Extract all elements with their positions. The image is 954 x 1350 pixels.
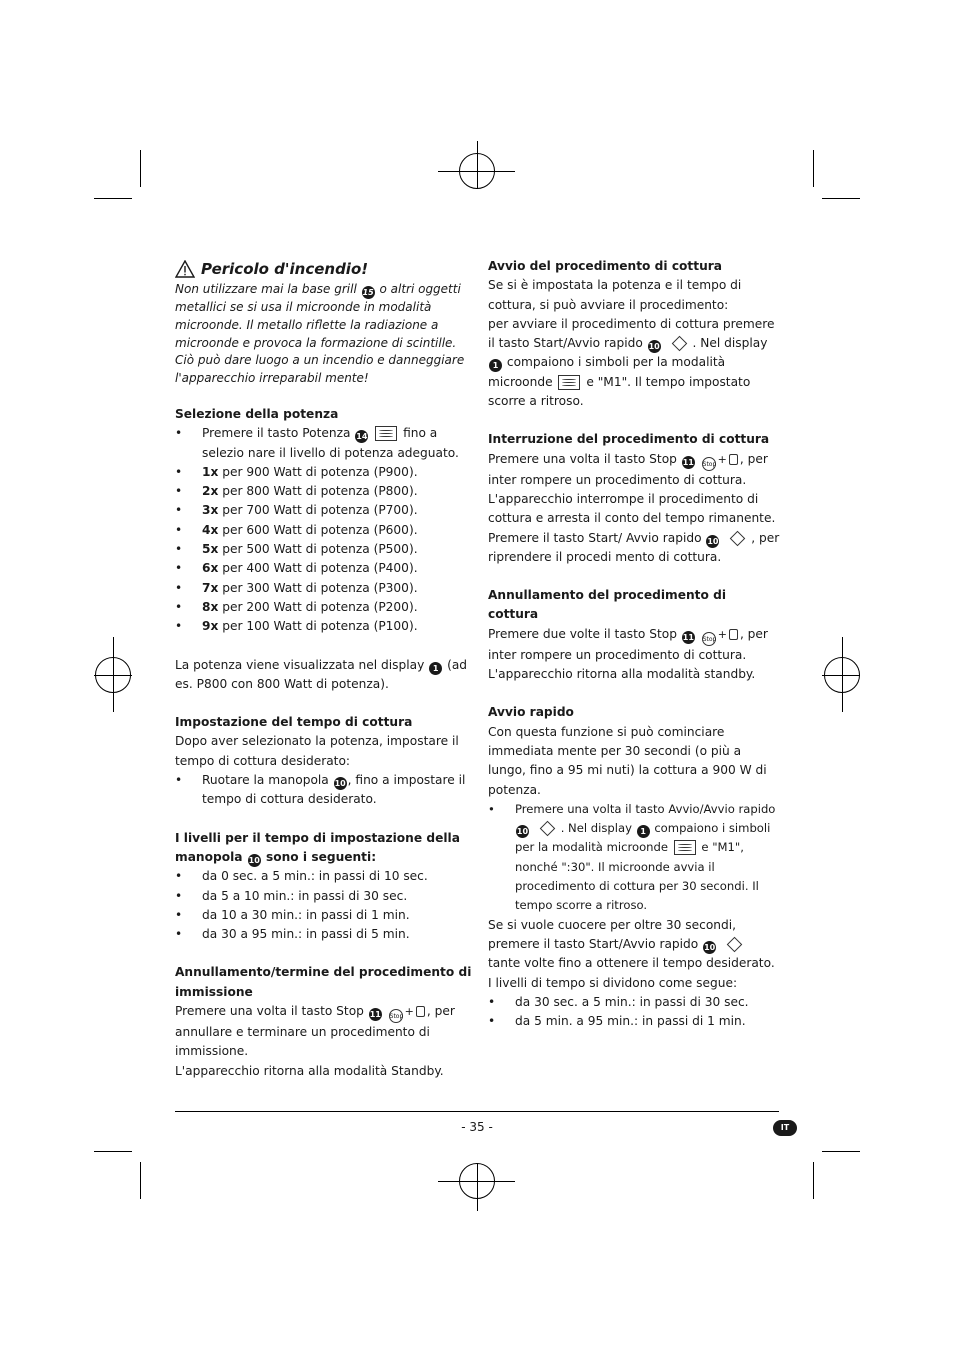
language-badge: IT bbox=[773, 1120, 797, 1136]
tempo-list bbox=[175, 771, 475, 810]
number-11-icon: 11 bbox=[682, 457, 694, 467]
list-item: • Premere una volta il tasto Avvio/Avvio rapido 10 . Nel display 1 compaiono i simboli per la modalità microonde e "M1", nonché ":30". Il microonde avvia il procedimento di cottura per 30 secondi. Il tempo scorre a ritroso. bbox=[488, 800, 780, 916]
power-display-note: La potenza viene visualizzata nel display 1 (ad es. P800 con 800 Watt di potenza). bbox=[175, 657, 468, 691]
section-heading-potenza: Selezione della potenza bbox=[175, 406, 339, 421]
registration-mark-line bbox=[477, 1163, 478, 1211]
stop-icon: Stop bbox=[702, 457, 716, 471]
annullamento-immissione-text: Premere una volta il tasto Stop 11 Stop+ , per annullare e terminare un procedimento di immissione. bbox=[175, 1004, 455, 1059]
list-item: • 2x per 800 Watt di potenza (P800). bbox=[175, 482, 475, 501]
avvio-text-2: per avviare il procedimento di cottura premere il tasto Start/Avvio rapido 10 . Nel display 1 compaiono i simboli per la modalità microonde e "M1". Il tempo impostato scorre a ritroso. bbox=[488, 316, 775, 409]
registration-mark-line bbox=[477, 141, 478, 189]
avvio-rapido-levels-intro: I livelli di tempo si dividono come segue: bbox=[488, 975, 738, 990]
microwave-power-icon bbox=[375, 426, 397, 441]
warning-title: Pericolo d'incendio! bbox=[201, 260, 369, 278]
lock-icon bbox=[729, 454, 738, 465]
right-column bbox=[488, 257, 780, 1031]
microwave-mode-icon bbox=[558, 375, 580, 390]
registration-mark-line bbox=[842, 637, 843, 712]
lock-icon bbox=[416, 1006, 425, 1017]
avvio-rapido-intro: Con questa funzione si può cominciare immediata mente per 30 secondi (o più a lungo, fino a 95 mi nuti) la cottura a 900 W di potenza. bbox=[488, 724, 767, 797]
start-icon bbox=[730, 530, 746, 546]
section-heading-annullamento-cottura: Annullamento del procedimento di cottura bbox=[488, 588, 727, 622]
page-number: - 35 - bbox=[461, 1120, 493, 1134]
left-column bbox=[175, 257, 475, 1081]
list-item: • Premere il tasto Potenza 14 fino a selezio nare il livello di potenza adeguato. bbox=[175, 424, 475, 463]
crop-mark bbox=[94, 1151, 132, 1152]
list-item: • da 30 sec. a 5 min.: in passi di 30 sec. bbox=[488, 993, 780, 1012]
warning-heading bbox=[175, 257, 475, 281]
list-item: • 6x per 400 Watt di potenza (P400). bbox=[175, 559, 475, 578]
number-14-icon: 14 bbox=[356, 432, 368, 442]
avvio-rapido-more: Se si vuole cuocere per oltre 30 secondi, premere il tasto Start/Avvio rapido 10 tante volte fino a ottenere il tempo desiderato. bbox=[488, 917, 775, 971]
start-icon bbox=[539, 821, 555, 837]
registration-mark-line bbox=[822, 675, 860, 676]
section-heading-livelli: I livelli per il tempo di impostazione della manopola 10 sono i seguenti: bbox=[175, 830, 460, 865]
avvio-rapido-levels bbox=[488, 993, 780, 1032]
number-15-icon: 15 bbox=[362, 288, 374, 297]
number-1-icon: 1 bbox=[429, 662, 442, 675]
list-item: • da 30 a 95 min.: in passi di 5 min. bbox=[175, 925, 475, 944]
warning-text: Non utilizzare mai la base grill 15 o altri oggetti metallici se si usa il microonde in modalità microonde. Il metallo riflette la radiazione a microonde e provoca la formazione di scintille. Ciò può dare luogo a un incendio e danneggiare l'apparecchio irreparabil mente! bbox=[175, 282, 465, 386]
list-item: • 7x per 300 Watt di potenza (P300). bbox=[175, 579, 475, 598]
footer-rule bbox=[175, 1111, 779, 1112]
section-heading-avvio: Avvio del procedimento di cottura bbox=[488, 259, 722, 273]
start-icon bbox=[727, 937, 743, 953]
list-item: • 1x per 900 Watt di potenza (P900). bbox=[175, 463, 475, 482]
list-item: • 5x per 500 Watt di potenza (P500). bbox=[175, 540, 475, 559]
list-item: • 9x per 100 Watt di potenza (P100). bbox=[175, 617, 475, 636]
registration-mark-line bbox=[113, 637, 114, 712]
section-heading-avvio-rapido: Avvio rapido bbox=[488, 705, 574, 720]
list-item: • 8x per 200 Watt di potenza (P200). bbox=[175, 598, 475, 617]
warning-triangle-icon bbox=[175, 260, 195, 278]
livelli-list bbox=[175, 867, 475, 944]
interruzione-text: Premere una volta il tasto Stop 11 Stop+ , per inter rompere un procedimento di cottura. L'apparecchio interrompe il procedimento di cottura e arresta il conto del tempo rimanente. Premere il tasto Start/ Avvio rapido 10 , per riprendere il procedi mento di cottura. bbox=[488, 451, 780, 564]
stop-icon: Stop bbox=[702, 632, 716, 646]
avvio-text-1: Se si è impostata la potenza e il tempo di cottura, si può avviare il procedimento: bbox=[488, 278, 742, 312]
tempo-intro: Dopo aver selezionato la potenza, impostare il tempo di cottura desiderato: bbox=[175, 734, 459, 768]
list-item: • 3x per 700 Watt di potenza (P700). bbox=[175, 501, 475, 520]
number-11-icon: 11 bbox=[369, 1010, 381, 1019]
crop-mark bbox=[822, 198, 860, 199]
crop-mark bbox=[140, 1162, 141, 1199]
crop-mark bbox=[822, 1151, 860, 1152]
number-10-icon: 10 bbox=[704, 942, 716, 952]
section-heading-annullamento-immissione: Annullamento/termine del procedimento di immissione bbox=[175, 965, 472, 999]
start-icon bbox=[671, 336, 687, 352]
power-list bbox=[175, 424, 475, 636]
stop-icon: Stop bbox=[389, 1009, 403, 1023]
number-10-icon: 10 bbox=[334, 779, 346, 789]
list-item: • Ruotare la manopola 10 , fino a impostare il tempo di cottura desiderato. bbox=[175, 771, 475, 810]
avvio-rapido-list bbox=[488, 800, 780, 916]
annullamento-cottura-text: Premere due volte il tasto Stop 11 Stop+ , per inter rompere un procedimento di cottura. L'apparecchio ritorna alla modalità standby. bbox=[488, 626, 768, 682]
list-item: • 4x per 600 Watt di potenza (P600). bbox=[175, 521, 475, 540]
number-10-icon: 10 bbox=[248, 855, 260, 865]
number-10-icon: 10 bbox=[648, 342, 660, 352]
number-10-icon: 10 bbox=[707, 536, 719, 546]
number-1-icon: 1 bbox=[637, 825, 650, 838]
number-10-icon: 10 bbox=[516, 827, 529, 837]
section-heading-interruzione: Interruzione del procedimento di cottura bbox=[488, 432, 770, 447]
list-item: • da 10 a 30 min.: in passi di 1 min. bbox=[175, 906, 475, 925]
crop-mark bbox=[140, 150, 141, 187]
list-item: • da 5 min. a 95 min.: in passi di 1 min. bbox=[488, 1012, 780, 1031]
crop-mark bbox=[94, 198, 132, 199]
list-item: • da 5 a 10 min.: in passi di 30 sec. bbox=[175, 887, 475, 906]
list-item: • da 0 sec. a 5 min.: in passi di 10 sec. bbox=[175, 867, 475, 886]
lock-icon bbox=[729, 629, 738, 640]
section-heading-tempo: Impostazione del tempo di cottura bbox=[175, 715, 413, 730]
number-11-icon: 11 bbox=[682, 632, 694, 642]
number-1-icon: 1 bbox=[489, 359, 502, 372]
standby-note: L'apparecchio ritorna alla modalità Standby. bbox=[175, 1063, 444, 1078]
microwave-mode-icon bbox=[674, 840, 696, 855]
crop-mark bbox=[813, 150, 814, 187]
crop-mark bbox=[813, 1162, 814, 1199]
